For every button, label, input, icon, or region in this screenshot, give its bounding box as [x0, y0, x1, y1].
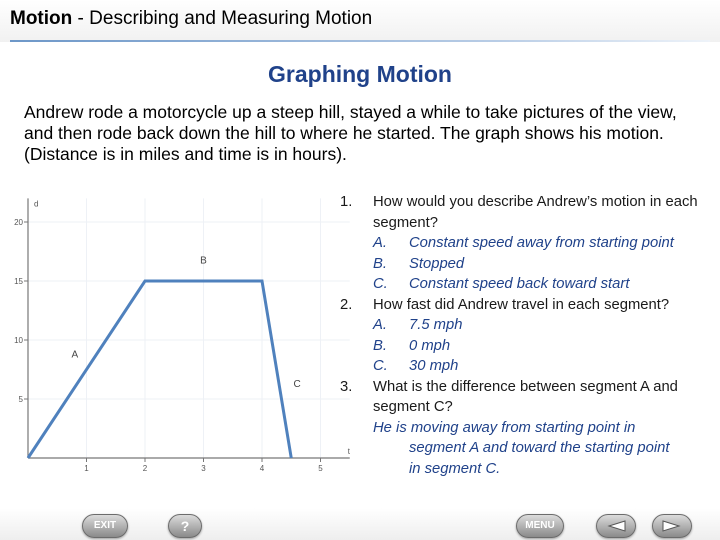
- answer-option: [373, 274, 720, 295]
- answer-option: [373, 254, 720, 275]
- question-number: 3.: [340, 378, 353, 395]
- motion-graph-svg: [14, 182, 350, 484]
- x-tick-label: 3: [201, 464, 206, 473]
- option-text: 0 mph: [409, 337, 451, 354]
- title-divider: [10, 40, 710, 42]
- slide-heading: Graphing Motion: [268, 61, 452, 87]
- answer-option: [373, 315, 720, 336]
- x-tick-label: 2: [142, 464, 148, 473]
- option-text: Constant speed back toward start: [409, 276, 630, 292]
- option-text: Stopped: [409, 255, 465, 272]
- question-2: [340, 295, 720, 377]
- answer-option: [373, 356, 720, 377]
- y-tick-label: 10: [14, 336, 23, 345]
- option-letter: C.: [373, 358, 388, 374]
- option-letter: A.: [373, 235, 387, 251]
- segment-label: B: [200, 255, 207, 267]
- question-1: [340, 192, 720, 295]
- question-text: What is the difference between segment A and segment C?: [373, 378, 678, 415]
- option-letter: B.: [373, 337, 387, 354]
- x-axis-label: t: [347, 447, 350, 456]
- y-tick-label: 5: [18, 395, 23, 404]
- intro-paragraph: Andrew rode a motorcycle up a steep hill, stayed a while to take pictures of the view, and then rode back down the hill to where he started. The graph shows his motion. (Distance is in miles and time is in hours).: [24, 102, 677, 164]
- next-button[interactable]: [652, 514, 692, 538]
- answer-line: He is moving away from starting point in: [373, 419, 636, 436]
- y-axis-label: d: [34, 199, 39, 209]
- answer-line: segment A and toward the starting point: [409, 440, 670, 456]
- x-tick-label: 4: [259, 464, 265, 473]
- slide-header: [10, 8, 372, 30]
- answer-option: [373, 336, 720, 357]
- question-number: 2.: [340, 296, 353, 313]
- answer-line: in segment C.: [409, 460, 501, 477]
- exit-button[interactable]: EXIT: [82, 514, 128, 538]
- questions-list: [340, 192, 720, 479]
- header-chapter: Motion: [10, 8, 73, 29]
- question-number: 1.: [340, 194, 353, 210]
- motion-line: [28, 281, 291, 458]
- navigation-bar: [0, 508, 720, 540]
- option-text: 7.5 mph: [409, 317, 463, 333]
- option-letter: C.: [373, 276, 388, 292]
- title-bar: [0, 0, 720, 42]
- question-text: How would you describe Andrew’s motion in each segment?: [373, 194, 698, 231]
- option-letter: B.: [373, 255, 387, 272]
- y-tick-label: 15: [14, 277, 23, 286]
- segment-label: A: [71, 349, 79, 361]
- previous-button[interactable]: [596, 514, 636, 538]
- y-tick-label: 20: [14, 218, 23, 227]
- header-separator: -: [72, 8, 90, 29]
- question-text: How fast did Andrew travel in each segment?: [373, 296, 670, 313]
- forward-arrow-icon: [661, 519, 683, 533]
- x-tick-label: 1: [84, 464, 89, 473]
- back-arrow-icon: [605, 519, 627, 533]
- motion-graph: [14, 182, 350, 484]
- option-text: 30 mph: [409, 358, 459, 374]
- x-tick-label: 5: [318, 464, 323, 473]
- option-text: Constant speed away from starting point: [409, 235, 674, 251]
- answer-option: [373, 233, 720, 254]
- option-letter: A.: [373, 317, 387, 333]
- menu-button[interactable]: MENU: [516, 514, 564, 538]
- segment-label: C: [293, 379, 301, 391]
- help-button[interactable]: ?: [168, 514, 202, 538]
- header-section: Describing and Measuring Motion: [89, 8, 373, 29]
- answer-text: [373, 418, 720, 480]
- question-3: [340, 377, 720, 480]
